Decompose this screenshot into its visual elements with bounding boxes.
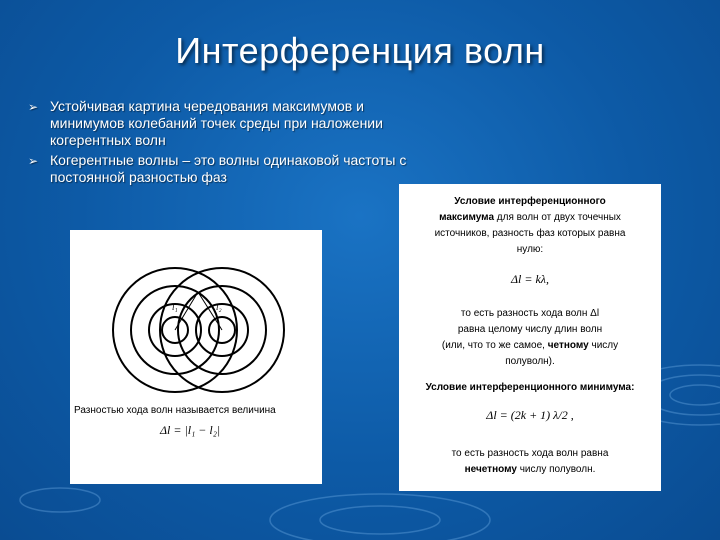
min-explanation-1: то есть разность хода волн равна (451, 448, 609, 459)
max-formula: Δl = kλ, (511, 272, 549, 286)
max-line2-rest: для волн от двух точечных (494, 212, 621, 223)
bullet-list (28, 98, 408, 189)
arrow-bullet-icon: ➢ (28, 100, 39, 114)
max-expl3-pre: (или, что то же самое, (441, 340, 548, 351)
min-condition-title: Условие интерференционного минимума: (425, 382, 635, 393)
max-expl3-post: числу (588, 340, 619, 351)
bullet-item (28, 152, 408, 186)
max-condition-line4: нулю: (516, 244, 544, 255)
odd-keyword: нечетному (464, 464, 517, 475)
max-explanation-1: то есть разность хода волн Δl (460, 308, 600, 319)
label-l1: l₁ (172, 302, 178, 312)
min-explanation-2 (399, 464, 661, 475)
interference-conditions-card (399, 184, 661, 491)
max-explanation-4: полуволн). (505, 356, 555, 367)
max-condition-title: Условие интерференционного (454, 196, 606, 207)
max-keyword: максимума (439, 212, 495, 223)
max-condition-line3: источников, разность фаз которых равна (434, 228, 626, 239)
slide-title: Интерференция волн (175, 30, 545, 71)
arrow-bullet-icon: ➢ (28, 154, 39, 168)
label-l2: l₂ (216, 302, 222, 312)
path-difference-caption: Разностью хода волн называется величина (74, 405, 276, 416)
path-difference-formula: Δl = |l₁ − l₂| (160, 423, 221, 437)
min-formula: Δl = (2k + 1) λ/2 , (486, 408, 574, 422)
bullet-text: Когерентные волны – это волны одинаковой частоты с постоянной разностью фаз (50, 152, 407, 185)
concentric-waves-diagram (70, 230, 322, 484)
max-explanation-3 (399, 340, 661, 351)
bullet-text: Устойчивая картина чередования максимумов и минимумов колебаний точек среды при наложении когерентных волн (50, 98, 383, 148)
max-condition-line2 (399, 212, 661, 223)
bullet-item (28, 98, 408, 149)
max-explanation-2: равна целому числу длин волн (457, 324, 603, 335)
min-expl2-post: числу полуволн. (516, 464, 596, 475)
even-keyword: четному (547, 340, 589, 351)
interference-diagram-card (70, 230, 322, 484)
